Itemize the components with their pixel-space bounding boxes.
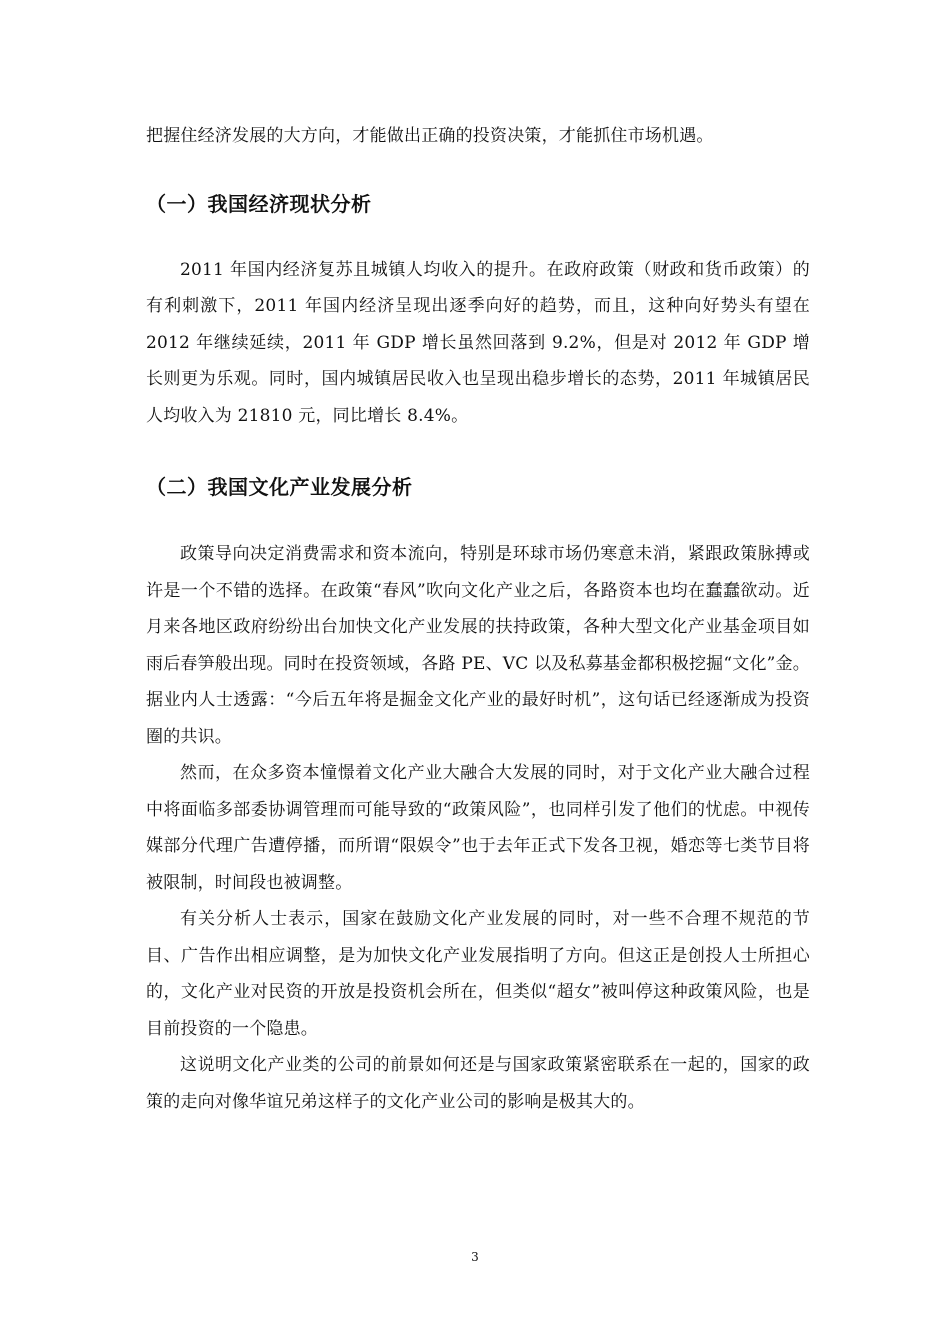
page-number: 3 [471,1250,479,1264]
culture-paragraph-2: 然而，在众多资本憧憬着文化产业大融合大发展的同时，对于文化产业大融合过程中将面临多部委协调管理而可能导致的“政策风险”，也同样引发了他们的忧虑。中视传媒部分代理广告遭停播，而所谓“限娱令”也于去年正式下发各卫视，婚恋等七类节目将被限制，时间段也被调整。 [146,763,810,893]
section-heading-culture-industry: （二）我国文化产业发展分析 [146,475,413,499]
culture-paragraph-4: 这说明文化产业类的公司的前景如何还是与国家政策紧密联系在一起的，国家的政策的走向对像华谊兄弟这样子的文化产业公司的影响是极其大的。 [146,1055,810,1112]
economy-paragraph-1: 2011 年国内经济复苏且城镇人均收入的提升。在政府政策（财政和货币政策）的有利刺激下，2011 年国内经济呈现出逐季向好的趋势，而且，这种向好势头有望在 2012 年继续延续，2011 年 GDP 增长虽然回落到 9.2%，但是对 2012 年 GDP 增长则更为乐观。同时，国内城镇居民收入也呈现出稳步增长的态势，2011 年城镇居民人均收入为 21810 元，同比增长 8.4%。 [146,259,810,426]
section-heading-economy: （一）我国经济现状分析 [146,191,372,216]
culture-paragraph-1: 政策导向决定消费需求和资本流向，特别是环球市场仍寒意未消，紧跟政策脉搏或许是一个不错的选择。在政策“春风”吹向文化产业之后，各路资本也均在蠢蠢欲动。近月来各地区政府纷纷出台加快文化产业发展的扶持政策，各种大型文化产业基金项目如雨后春笋般出现。同时在投资领域，各路 PE、VC 以及私募基金都积极挖掘“文化”金。据业内人士透露：“今后五年将是掘金文化产业的最好时机”，这句话已经逐渐成为投资圈的共识。 [146,544,810,747]
page-content [146,118,810,1120]
intro-paragraph: 把握住经济发展的大方向，才能做出正确的投资决策，才能抓住市场机遇。 [146,126,714,146]
culture-paragraph-3: 有关分析人士表示，国家在鼓励文化产业发展的同时，对一些不合理不规范的节目、广告作出相应调整，是为加快文化产业发展指明了方向。但这正是创投人士所担心的，文化产业对民资的开放是投资机会所在，但类似“超女”被叫停这种政策风险，也是目前投资的一个隐患。 [146,909,810,1039]
